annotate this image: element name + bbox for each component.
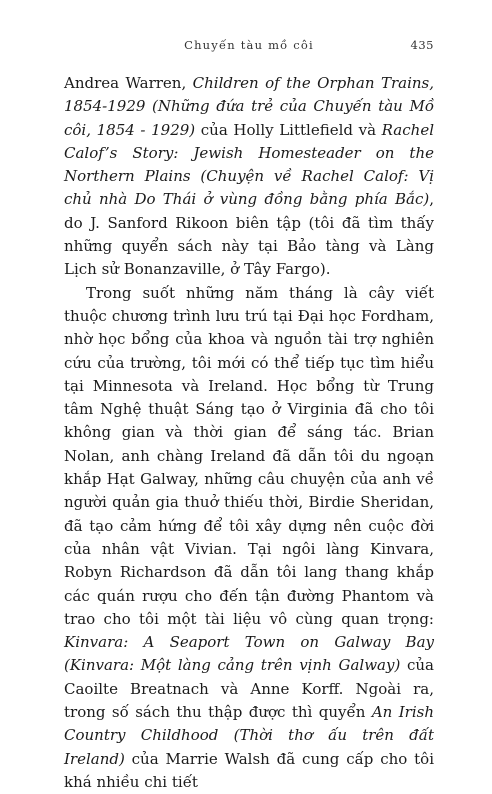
text-segment: , do J. Sanford Rikoon biên tập (tôi đã tìm thấy những quyển sách này tại Bảo tàng và Làng Lịch sử Bonanzaville, ở Tây Fargo). [64,190,434,279]
text-segment: Andrea Warren, [64,74,193,92]
book-title: Children of the Orphan Trains, 1854-1929 (Những đứa trẻ của Chuyến tàu Mồ côi, 1854 - 1929) [64,74,434,139]
book-title: Rachel Calof’s Story: Jewish Homesteader on the Northern Plains (Chuyện về Rachel Calof: Vị chủ nhà Do Thái ở vùng đồng bằng phía Bắc) [64,120,434,209]
text-segment: của Marrie Walsh đã cung cấp cho tôi khá nhiều chi tiết [64,749,434,791]
text-segment: Trong suốt những năm tháng là cây viết thuộc chương trình lưu trú tại Đại học Fordham, nhờ học bổng của khoa và nguồn tài trợ nghiên cứu của trường, tôi mới có thể tiếp tục tìm hiểu tại Minnesota và Ireland. Học bổng từ Trung tâm Nghệ thuật Sáng tạo ở Virginia đã cho tôi không gian và thời gian để sáng tác. Brian Nolan, anh chàng Ireland đã dẫn tôi du ngoạn khắp Hạt Galway, những câu chuyện của anh về người quản gia thuở thiếu thời, Birdie Sheridan, đã tạo cảm hứng để tôi xây dựng nên cuộc đời của nhân vật Vivian. Tại ngôi làng Kinvara, Robyn Richardson đã dẫn tôi lang thang khắp các quán rượu cho đến tận đường Phantom và trao cho tôi một tài liệu vô cùng quan trọng: [64,283,434,628]
page-number: 435 [410,38,434,52]
book-title: An Irish Country Childhood (Thời thơ ấu trên đất Ireland) [64,703,434,768]
book-title: Kinvara: A Seaport Town on Galway Bay (Kinvara: Một làng cảng trên vịnh Galway) [64,633,434,675]
running-title: Chuyến tàu mồ côi [184,38,314,52]
paragraph-1 [64,72,434,282]
paragraph-2 [64,282,434,794]
text-segment: của Holly Littlefield và [195,120,382,139]
body-text [64,72,434,794]
page-header [64,38,434,56]
text-segment: của Caoilte Breatnach và Anne Korff. Ngoài ra, trong số sách thu thập được thì quyển [64,656,434,722]
